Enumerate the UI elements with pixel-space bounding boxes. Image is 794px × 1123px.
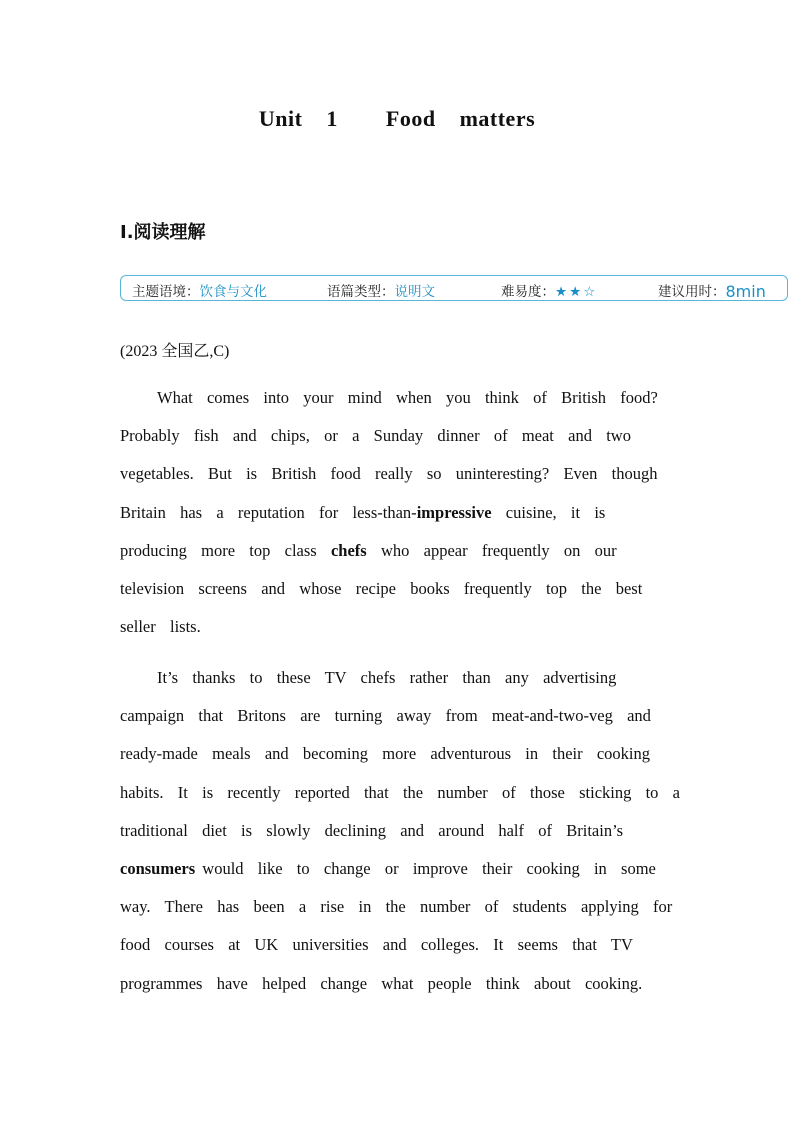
page-title: Unit 1 Food matters [258, 106, 536, 131]
vocab-chefs: chefs [330, 540, 367, 560]
paragraph-line: way. There has been a rise in the number of students applying for [120, 897, 673, 917]
paragraph-line: traditional diet is slowly declining and around half of Britain’s [120, 820, 624, 840]
theme-label: 主题语境： [132, 284, 200, 300]
paragraph-line: What comes into your mind when you think of British food? [157, 388, 658, 407]
paragraph-line [120, 850, 676, 888]
paragraph-line: vegetables. But is British food really so uninteresting? Even though [120, 464, 658, 484]
paragraph-line: food courses at UK universities and colleges. It seems that TV [120, 935, 633, 955]
genre-value: 说明文 [394, 284, 435, 300]
genre-label: 语篇类型： [327, 284, 395, 300]
paragraph-2 [120, 659, 681, 1003]
time-label: 建议用时： [658, 284, 726, 300]
paragraph-line: programmes have helped change what people think about cooking. [120, 973, 643, 993]
time-info [658, 280, 766, 300]
paragraph-line [120, 494, 676, 532]
text-run: would like to change or improve their cooking in some [195, 859, 656, 879]
section-heading: Ⅰ.阅读理解 [120, 222, 206, 243]
paragraph-line: campaign that Britons are turning away from meat-and-two-veg and [120, 706, 651, 726]
text-run: producing more top class [120, 540, 331, 560]
difficulty-info [501, 280, 597, 300]
vocab-impressive: impressive [416, 502, 492, 522]
paragraph-line: It’s thanks to these TV chefs rather than any advertising [157, 668, 617, 687]
source-citation: (2023 全国乙,C) [120, 343, 230, 360]
text-run: Britain has a reputation for less-than- [120, 502, 417, 522]
text-run: cuisine, it is [491, 502, 606, 522]
theme-info [132, 280, 267, 300]
paragraph-line: habits. It is recently reported that the number of those sticking to a [120, 782, 681, 802]
paragraph-line: ready-made meals and becoming more adventurous in their cooking [120, 744, 651, 764]
text-run: who appear frequently on our [366, 540, 617, 560]
time-value: 8min [725, 282, 766, 301]
paragraph-1 [120, 379, 676, 646]
difficulty-label: 难易度： [501, 284, 555, 300]
difficulty-stars: ★★☆ [555, 284, 598, 300]
vocab-consumers: consumers [120, 859, 196, 879]
paragraph-line: seller lists. [120, 617, 201, 637]
paragraph-line: Probably fish and chips, or a Sunday dinner of meat and two [120, 426, 631, 446]
paragraph-line [120, 532, 676, 570]
genre-info [327, 280, 435, 300]
info-bar [120, 275, 788, 301]
paragraph-line: television screens and whose recipe books frequently top the best [120, 579, 643, 599]
theme-value: 饮食与文化 [199, 284, 267, 300]
